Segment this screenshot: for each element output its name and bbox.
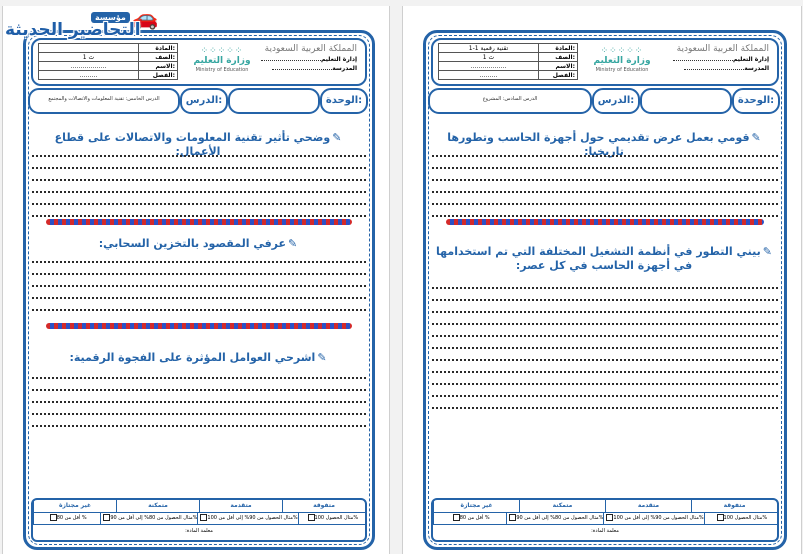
rubric-excellent: متفوقة [282, 500, 365, 512]
pencil-icon: ✎ [288, 237, 298, 250]
subject-label: المادة: [539, 44, 578, 53]
question-text: وضحي تأثير تقنية المعلومات والاتصالات على قطاع الأعمال: [54, 131, 331, 158]
checkbox-icon[interactable] [717, 514, 724, 521]
rubric-advanced: متقدمة [199, 500, 282, 512]
checkbox-icon[interactable] [308, 514, 315, 521]
rubric-excellent: متفوقة [691, 500, 777, 512]
page-gap [392, 0, 398, 554]
section-divider [46, 219, 352, 225]
question-2 [432, 245, 776, 273]
checkbox-icon[interactable] [453, 514, 460, 521]
section-divider [46, 323, 352, 329]
worksheet-page-left [2, 6, 390, 554]
rubric-option[interactable]: مثال الحصول من 80% إلى أقل من 90% [100, 512, 197, 524]
name-label: الاسم: [539, 62, 578, 71]
rubric-advanced: متقدمة [605, 500, 691, 512]
unit-label: الوحدة: [732, 88, 780, 114]
lesson-field[interactable]: الدرس الخامس: تقنية المعلومات والاتصالات والمجتمع [28, 88, 180, 114]
unit-field[interactable] [640, 88, 732, 114]
car-icon: 🚗 [131, 6, 159, 31]
worksheet-page-right [402, 6, 802, 554]
class-value: ……… [39, 71, 139, 80]
rubric-option[interactable]: مثال الحصول 100% [298, 512, 365, 524]
class-label: الفصل: [139, 71, 178, 80]
rubric-option[interactable]: مثال الحصول من 90% إلى أقل من 100% [197, 512, 297, 524]
unit-field[interactable] [228, 88, 320, 114]
answer-lines-2 [32, 251, 366, 311]
watermark-text: التحاضير الحديثة [5, 20, 141, 40]
question-2 [32, 237, 364, 251]
pencil-icon: ✎ [751, 131, 761, 144]
ministry-name-ar: وزارة التعليم [593, 56, 651, 66]
kingdom-header [247, 43, 357, 83]
rubric-not-passed: غير مجتازة [433, 500, 519, 512]
kingdom-header [659, 43, 769, 83]
checkbox-icon[interactable] [50, 514, 57, 521]
lesson-label: الدرس: [592, 88, 640, 114]
grade-value: 1 ث [439, 53, 539, 62]
name-value: ……………… [439, 62, 539, 71]
school-label: المدرسة [332, 65, 357, 72]
subject-value: تقنية رقمية 1-1 [439, 44, 539, 53]
kingdom-emblem: المملكة العربية السعودية [264, 44, 357, 54]
rubric-option[interactable]: مثال الحصول من 80% إلى أقل من 90% [506, 512, 603, 524]
student-info-table [38, 43, 178, 80]
ministry-logo-mark: ⁘⁘⁘⁘⁘ [200, 46, 244, 56]
education-admin-label: إدارة التعليم [732, 56, 769, 63]
kingdom-emblem: المملكة العربية السعودية [676, 44, 769, 54]
student-info-table [438, 43, 578, 80]
question-text: عرفي المقصود بالتخزين السحابي: [98, 237, 287, 250]
header-box [431, 38, 779, 86]
rubric-option[interactable]: أقل من 80 % [433, 512, 506, 524]
pencil-icon: ✎ [317, 351, 327, 364]
rubric-not-passed: غير مجتازة [33, 500, 116, 512]
pencil-icon: ✎ [332, 131, 342, 144]
answer-lines-1 [432, 145, 778, 217]
rubric-proficient: متمكنة [116, 500, 199, 512]
watermark [3, 6, 183, 46]
rubric-option[interactable]: أقل من 80 % [33, 512, 100, 524]
subject-label: المادة: [139, 44, 178, 53]
question-3 [32, 351, 364, 365]
lesson-field[interactable]: الدرس السادس: المشروع [428, 88, 592, 114]
answer-lines-1 [32, 145, 366, 217]
rubric-proficient: متمكنة [519, 500, 605, 512]
page-border [23, 30, 375, 550]
answer-lines-3 [32, 367, 366, 427]
question-text: اشرحي العوامل المؤثرة على الفجوة الرقمية: [69, 351, 316, 364]
rubric-option[interactable]: مثال الحصول من 90% إلى أقل من 100% [603, 512, 703, 524]
ministry-logo-mark: ⁘⁘⁘⁘⁘ [600, 46, 644, 56]
teacher-signature: معلمة المادة: [185, 528, 213, 534]
education-admin-label: إدارة التعليم [320, 56, 357, 63]
grade-label: الصف: [539, 53, 578, 62]
unit-lesson-row [28, 87, 370, 113]
teacher-signature: معلمة المادة: [591, 528, 619, 534]
class-value: ……… [439, 71, 539, 80]
school-label: المدرسة [744, 65, 769, 72]
unit-lesson-row [428, 87, 782, 113]
name-value: ……………… [39, 62, 139, 71]
rubric-option[interactable]: مثال الحصول 100% [704, 512, 777, 524]
ministry-logo [585, 46, 659, 80]
section-divider [446, 219, 764, 225]
grade-value: 1 ث [39, 53, 139, 62]
name-label: الاسم: [139, 62, 178, 71]
question-text: قومي بعمل عرض تقديمي حول أجهزة الحاسب وتطورها تاريخيا: [447, 131, 750, 158]
ministry-name-ar: وزارة التعليم [193, 56, 251, 66]
watermark-top: مؤسسة [91, 12, 130, 23]
answer-lines-2 [432, 277, 778, 409]
grading-rubric [31, 498, 367, 542]
unit-label: الوحدة: [320, 88, 368, 114]
pencil-icon: ✎ [762, 245, 772, 258]
question-text: بيني التطور في أنظمة التشغيل المختلفة التي تم استخدامها في أجهزة الحاسب في كل عصر: [436, 245, 761, 272]
class-label: الفصل: [539, 71, 578, 80]
page-border [423, 30, 787, 550]
ministry-name-en: Ministry of Education [195, 67, 249, 73]
grading-rubric [431, 498, 779, 542]
lesson-label: الدرس: [180, 88, 228, 114]
ministry-name-en: Ministry of Education [595, 67, 649, 73]
grade-label: الصف: [139, 53, 178, 62]
